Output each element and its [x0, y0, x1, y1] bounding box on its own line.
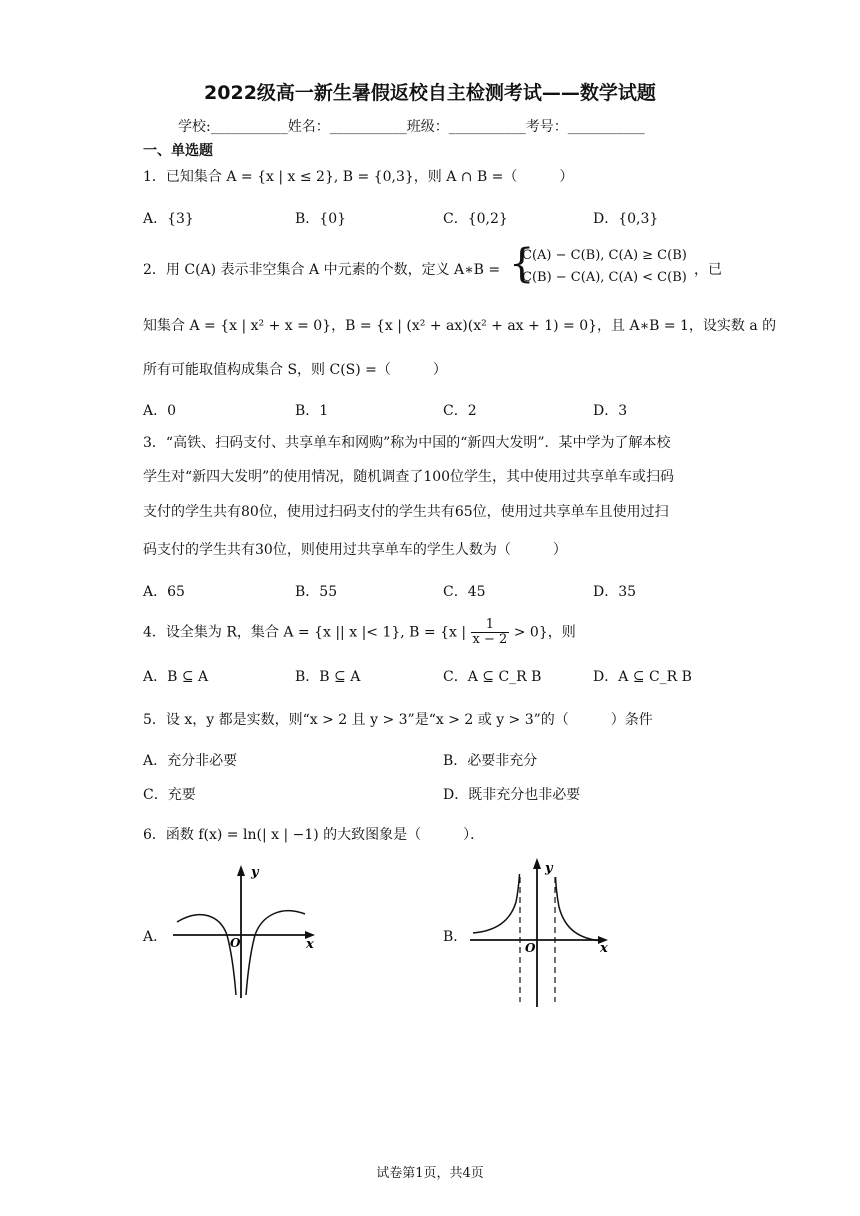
- graph-option-b: [465, 852, 615, 1012]
- question-6-stem: 6．函数 f(x) = ln(| x | −1) 的大致图象是（ ）．: [143, 827, 485, 843]
- q4-option-a: A．B ⊆ A: [143, 669, 209, 685]
- q3-option-a: A．65: [143, 584, 185, 600]
- q4-option-d: D．A ⊆ C_R B: [593, 669, 692, 685]
- q2-option-d: D．3: [593, 403, 628, 419]
- question-2-line2: 知集合 A = {x | x² + x = 0}，B = {x | (x² + ax)(x² + ax + 1) = 0}，且 A∗B = 1，设实数 a 的: [143, 318, 777, 334]
- q4-stem-pre: 4．设全集为 R，集合 A = {x || x |< 1}, B = {x |: [143, 624, 467, 641]
- q2-option-b: B．1: [295, 403, 329, 419]
- question-3-line1: 3．“高铁、扫码支付、共享单车和网购”称为中国的“新四大发明”．某中学为了解本校: [143, 435, 671, 451]
- question-2-line1-end: ，已: [694, 262, 722, 278]
- question-5-stem: 5．设 x，y 都是实数，则“x > 2 且 y > 3”是“x > 2 或 y > 3”的（ ）条件: [143, 712, 653, 728]
- q2-option-c: C．2: [443, 403, 477, 419]
- q1-option-b: B．{0}: [295, 211, 347, 227]
- question-2-line3: 所有可能取值构成集合 S，则 C(S) =（ ）: [143, 362, 447, 378]
- graph-a-x-label: x: [306, 937, 314, 952]
- graph-option-a: [165, 860, 325, 1000]
- q3-option-b: B．55: [295, 584, 338, 600]
- q4-fraction-denominator: x − 2: [472, 632, 508, 647]
- q2-option-a: A．0: [143, 403, 177, 419]
- page-footer: 试卷第1页，共4页: [376, 1166, 484, 1181]
- q4-fraction: [471, 618, 510, 647]
- q5-option-c: C．充要: [143, 787, 196, 803]
- section-label: 一、单选题: [143, 143, 213, 159]
- graph-b-x-label: x: [600, 941, 608, 956]
- student-info-line: 学校:___________姓名：___________班级：___________考号：___________: [178, 119, 645, 135]
- question-2-line1: 2．用 C(A) 表示非空集合 A 中元素的个数，定义 A∗B =: [143, 262, 501, 278]
- q6-option-b: B．: [443, 929, 468, 945]
- graph-b-y-label: y: [545, 861, 553, 876]
- piecewise-case-1: C(A) − C(B), C(A) ≥ C(B): [522, 248, 687, 263]
- q5-option-d: D．既非充分也非必要: [443, 787, 581, 803]
- question-4-stem: [143, 618, 576, 647]
- q3-option-c: C．45: [443, 584, 486, 600]
- q4-option-b: B．B ⊆ A: [295, 669, 361, 685]
- exam-title: 2022级高一新生暑假返校自主检测考试——数学试题: [204, 82, 656, 104]
- q4-fraction-numerator: 1: [471, 618, 510, 633]
- question-3-line4: 码支付的学生共有30位，则使用过共享单车的学生人数为（ ）: [143, 542, 567, 558]
- graph-b-origin-label: O: [525, 941, 536, 955]
- q4-option-c: C．A ⊆ C_R B: [443, 669, 542, 685]
- question-3-line2: 学生对“新四大发明”的使用情况，随机调查了100位学生，其中使用过共享单车或扫码: [143, 469, 675, 485]
- graph-a-origin-label: O: [230, 936, 241, 950]
- question-3-line3: 支付的学生共有80位，使用过扫码支付的学生共有65位，使用过共享单车且使用过扫: [143, 504, 669, 520]
- q6-option-a: A．: [143, 929, 168, 945]
- piecewise-case-2: C(B) − C(A), C(A) < C(B): [522, 270, 687, 285]
- q1-option-a: A．{3}: [143, 211, 194, 227]
- q1-option-d: D．{0,3}: [593, 211, 659, 227]
- q3-option-d: D．35: [593, 584, 637, 600]
- q4-stem-post: > 0}，则: [513, 624, 576, 641]
- piecewise-brace: {: [509, 241, 535, 287]
- question-1-stem: 1．已知集合 A = {x | x ≤ 2}, B = {0,3}，则 A ∩ B =（ ）: [143, 169, 574, 185]
- graph-a-y-label: y: [251, 865, 259, 880]
- q1-option-c: C．{0,2}: [443, 211, 508, 227]
- q5-option-b: B．必要非充分: [443, 753, 538, 769]
- q5-option-a: A．充分非必要: [143, 753, 238, 769]
